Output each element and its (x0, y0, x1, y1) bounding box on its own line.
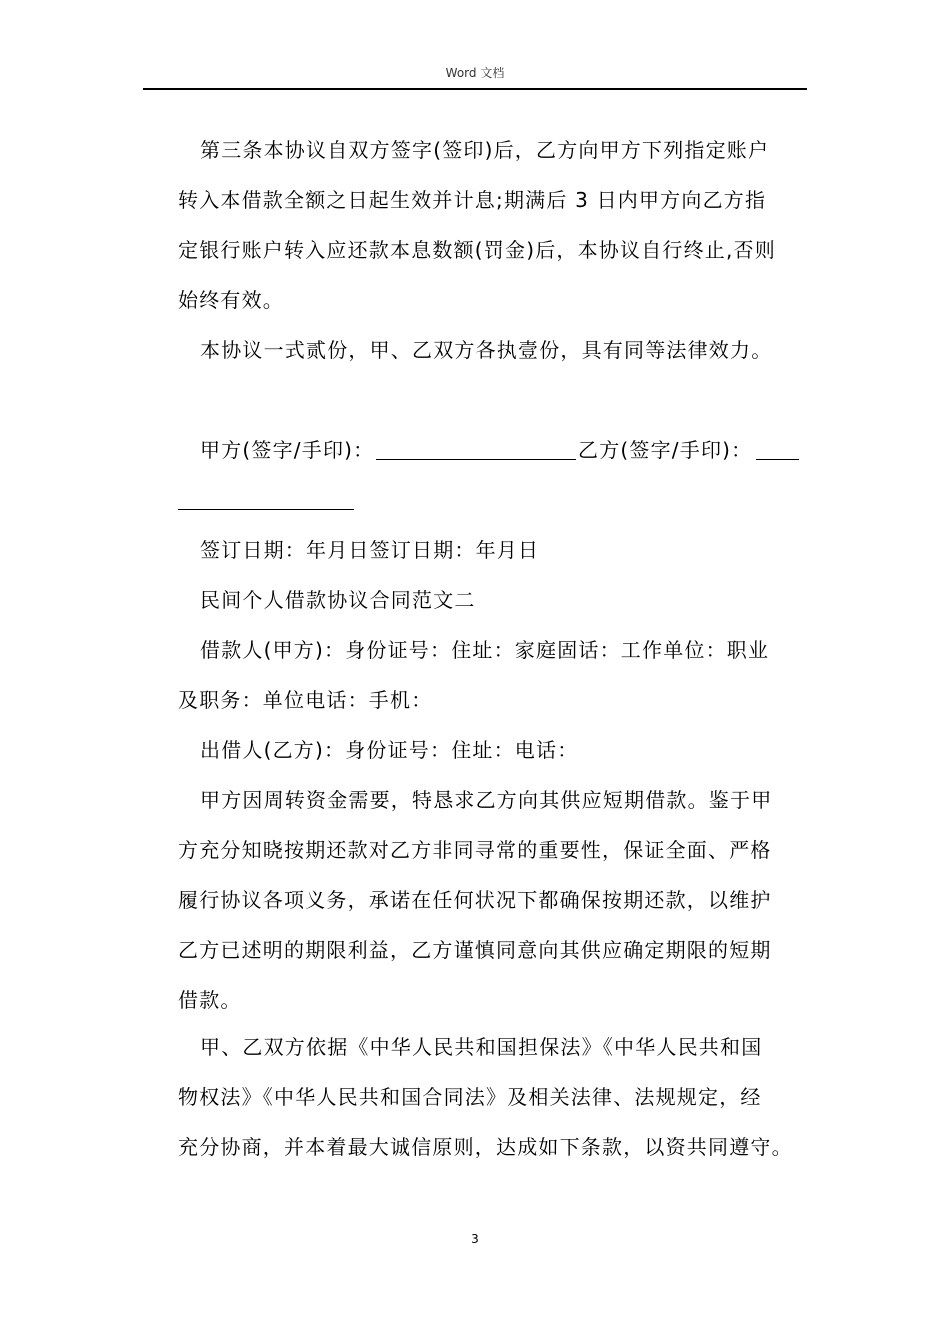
paragraph-line: 第三条本协议自双方签字(签印)后，乙方向甲方下列指定账户 (200, 138, 770, 162)
party-b-signature-blank-continued (178, 509, 354, 510)
borrower-line: 借款人(甲方)：身份证号：住址：家庭固话：工作单位：职业 (200, 638, 770, 662)
paragraph-line: 充分协商，并本着最大诚信原则，达成如下条款，以资共同遵守。 (178, 1135, 793, 1159)
page-number: 3 (471, 1232, 479, 1246)
party-b-signature-label: 乙方(签字/手印)： (578, 438, 753, 462)
party-a-signature-label: 甲方(签字/手印)： (200, 438, 375, 462)
party-a-signature-blank (376, 459, 576, 460)
header-title: Word 文档 (445, 66, 505, 80)
paragraph-line: 物权法》《中华人民共和国合同法》及相关法律、法规规定，经 (178, 1085, 762, 1109)
paragraph-line: 甲方因周转资金需要，特恳求乙方向其供应短期借款。鉴于甲 (200, 788, 773, 812)
page-header (143, 62, 807, 90)
paragraph-line: 履行协议各项义务，承诺在任何状况下都确保按期还款，以维护 (178, 888, 772, 912)
paragraph-line: 始终有效。 (178, 288, 284, 312)
paragraph-line: 定银行账户转入应还款本息数额(罚金)后，本协议自行终止,否则 (178, 238, 776, 262)
paragraph-line: 甲、乙双方依据《中华人民共和国担保法》《中华人民共和国 (200, 1035, 763, 1059)
paragraph-line: 方充分知晓按期还款对乙方非同寻常的重要性，保证全面、严格 (178, 838, 772, 862)
paragraph-line: 转入本借款全额之日起生效并计息;期满后 3 日内甲方向乙方指 (178, 188, 767, 212)
signing-dates: 签订日期：年月日签订日期：年月日 (200, 538, 540, 562)
paragraph-line: 本协议一式贰份，甲、乙双方各执壹份，具有同等法律效力。 (200, 338, 773, 362)
section-title: 民间个人借款协议合同范文二 (200, 588, 476, 612)
paragraph-line: 乙方已述明的期限利益，乙方谨慎同意向其供应确定期限的短期 (178, 938, 772, 962)
borrower-line: 及职务：单位电话：手机： (178, 688, 433, 712)
paragraph-line: 借款。 (178, 988, 242, 1012)
party-b-signature-blank (756, 459, 799, 460)
lender-line: 出借人(乙方)：身份证号：住址：电话： (200, 738, 579, 762)
